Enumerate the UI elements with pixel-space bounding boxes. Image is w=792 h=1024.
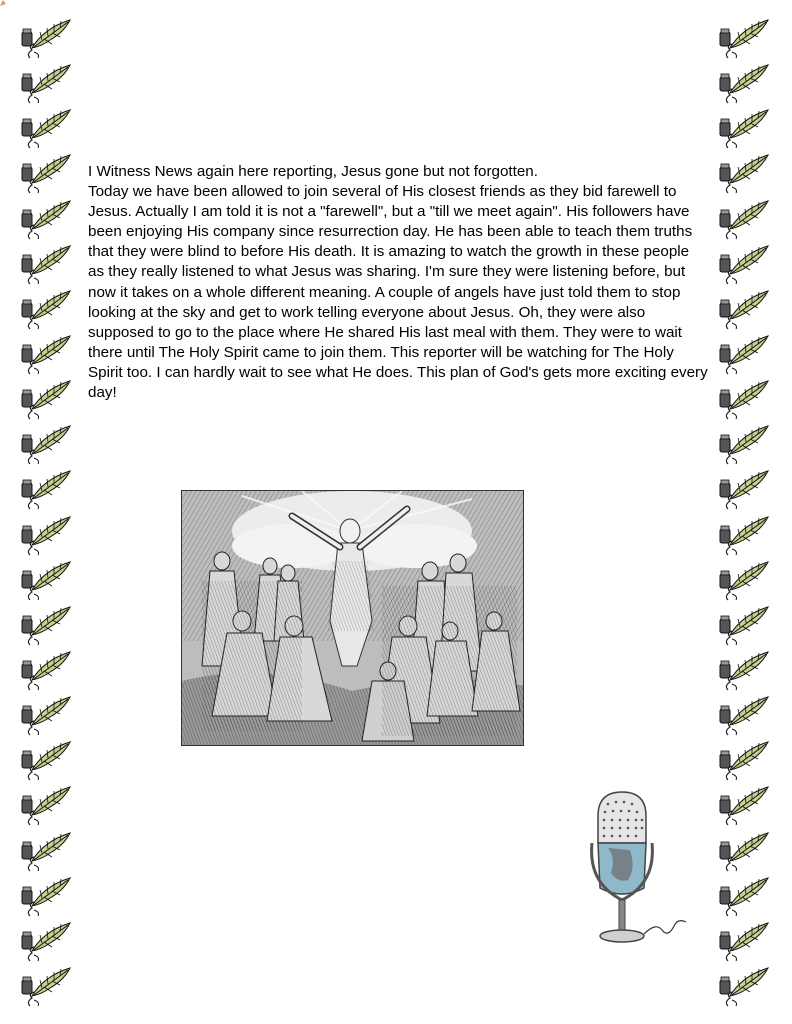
quill-ink-icon: [718, 199, 770, 241]
quill-ink-icon: [20, 831, 72, 873]
quill-ink-icon: [20, 63, 72, 105]
quill-ink-icon: [20, 966, 72, 1008]
right-quill-border: [718, 18, 770, 1008]
quill-ink-icon: [20, 334, 72, 376]
quill-ink-icon: [20, 695, 72, 737]
article-headline: I Witness News again here reporting, Jesus gone but not forgotten.: [88, 163, 538, 180]
quill-ink-icon: [718, 650, 770, 692]
quill-ink-icon: [20, 289, 72, 331]
quill-ink-icon: [718, 289, 770, 331]
quill-ink-icon: [20, 18, 72, 60]
quill-ink-icon: [718, 785, 770, 827]
article-body: Today we have been allowed to join several of His closest friends as they bid farewell to Jesus. Actually I am told it is not a "farewell", but a "till we meet again". His followers have been enjoying His company since resurrection day. He has been able to teach them truths that they were blind to before His death. It is amazing to watch the growth in these people as they really listened to what Jesus was sharing. I'm sure they were listening before, but now it takes on a whole different meaning. A couple of angels have just told them to stop looking at the sky and get to work telling everyone about Jesus. Oh, they were also supposed to go to the place where He shared His last meal with them. They were to wait there until The Holy Spirit came to join them. This reporter will be watching for The Holy Spirit too. I can hardly wait to see what He does. This plan of God's gets more exciting every day!: [88, 183, 708, 402]
quill-ink-icon: [718, 921, 770, 963]
quill-ink-icon: [20, 244, 72, 286]
quill-ink-icon: [718, 831, 770, 873]
quill-ink-icon: [20, 876, 72, 918]
quill-ink-icon: [718, 18, 770, 60]
quill-ink-icon: [718, 334, 770, 376]
quill-ink-icon: [20, 785, 72, 827]
quill-ink-icon: [718, 424, 770, 466]
quill-ink-icon: [718, 966, 770, 1008]
ascension-engraving-image: [182, 491, 524, 746]
quill-ink-icon: [20, 108, 72, 150]
quill-ink-icon: [718, 605, 770, 647]
quill-ink-icon: [718, 515, 770, 557]
quill-ink-icon: [718, 469, 770, 511]
quill-ink-icon: [718, 153, 770, 195]
quill-ink-icon: [718, 695, 770, 737]
quill-ink-icon: [20, 921, 72, 963]
news-article: [88, 162, 708, 403]
quill-ink-icon: [20, 515, 72, 557]
quill-ink-icon: [718, 740, 770, 782]
quill-ink-icon: [20, 650, 72, 692]
ascension-illustration: [181, 490, 524, 746]
quill-ink-icon: [718, 108, 770, 150]
left-quill-border: [20, 18, 72, 1008]
quill-ink-icon: [718, 244, 770, 286]
quill-ink-icon: [718, 560, 770, 602]
quill-ink-icon: [718, 63, 770, 105]
quill-ink-icon: [20, 605, 72, 647]
quill-ink-icon: [20, 469, 72, 511]
quill-ink-icon: [20, 740, 72, 782]
corner-mark-icon: [0, 0, 6, 6]
quill-ink-icon: [20, 199, 72, 241]
quill-ink-icon: [718, 379, 770, 421]
quill-ink-icon: [20, 379, 72, 421]
quill-ink-icon: [20, 560, 72, 602]
quill-ink-icon: [718, 876, 770, 918]
quill-ink-icon: [20, 424, 72, 466]
quill-ink-icon: [20, 153, 72, 195]
microphone-icon: [578, 788, 688, 948]
